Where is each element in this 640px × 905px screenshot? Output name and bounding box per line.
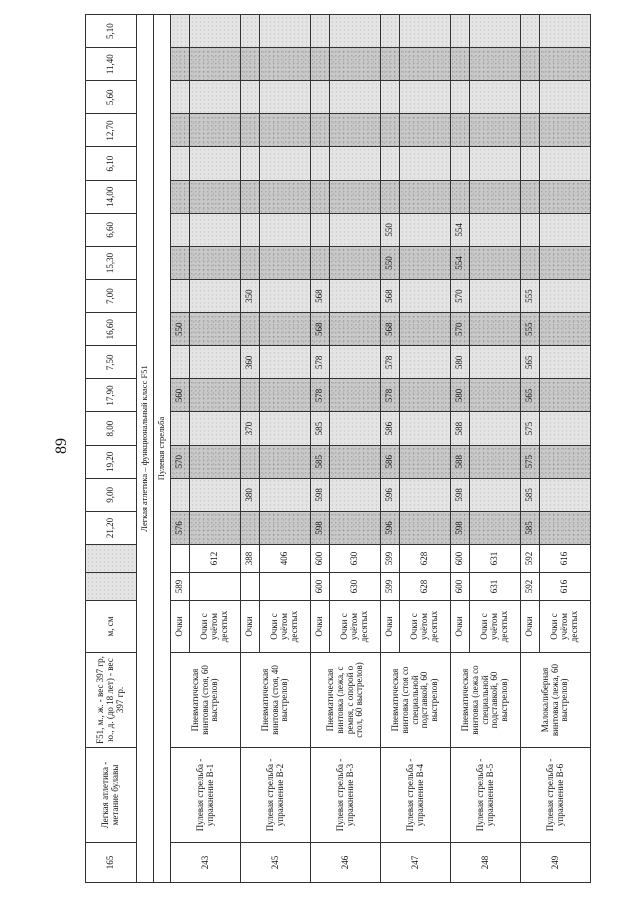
value-cell: 578 <box>311 346 330 379</box>
header-value: 7,50 <box>86 346 137 379</box>
value-cell <box>470 445 521 478</box>
standards-table <box>85 14 591 883</box>
value-cell <box>190 81 241 114</box>
value-cell <box>241 147 260 180</box>
value-cell: 578 <box>311 379 330 412</box>
value-cell <box>330 180 381 213</box>
header-value: 11,40 <box>86 48 137 81</box>
row-number: 245 <box>241 843 311 883</box>
value-cell <box>260 15 311 48</box>
value-cell-tenths: 630 <box>330 545 381 573</box>
row-unit-tenths: Очки с учётом десятых <box>260 601 311 653</box>
value-cell <box>540 346 591 379</box>
rotated-table-sheet <box>85 20 585 883</box>
value-cell <box>540 48 591 81</box>
value-cell <box>330 114 381 147</box>
value-cell: 585 <box>521 511 540 544</box>
value-cell <box>470 114 521 147</box>
value-cell: 578 <box>381 379 400 412</box>
value-cell <box>171 81 190 114</box>
value-cell <box>521 48 540 81</box>
value-cell: 600 <box>451 545 470 573</box>
value-cell: 550 <box>381 213 400 246</box>
value-cell <box>171 346 190 379</box>
value-cell <box>470 180 521 213</box>
value-cell: 360 <box>241 346 260 379</box>
value-cell: 370 <box>241 412 260 445</box>
value-cell <box>311 246 330 279</box>
value-cell: 586 <box>381 412 400 445</box>
value-cell: 598 <box>451 511 470 544</box>
value-cell <box>470 280 521 313</box>
value-cell <box>241 445 260 478</box>
value-cell <box>260 445 311 478</box>
value-cell <box>381 114 400 147</box>
value-cell <box>330 511 381 544</box>
value-cell <box>330 346 381 379</box>
value-cell <box>381 147 400 180</box>
value-cell <box>260 147 311 180</box>
header-value: 16,60 <box>86 313 137 346</box>
row-number: 246 <box>311 843 381 883</box>
value-cell <box>260 213 311 246</box>
row-description: Пневматическая винтовка (стоя, 40 выстрелов) <box>241 653 311 748</box>
value-cell <box>330 246 381 279</box>
value-cell <box>190 445 241 478</box>
value-cell <box>241 48 260 81</box>
value-cell <box>311 147 330 180</box>
value-cell <box>540 478 591 511</box>
value-cell <box>451 15 470 48</box>
value-cell <box>400 15 451 48</box>
value-cell <box>171 48 190 81</box>
value-cell <box>260 48 311 81</box>
value-cell-tenths: 612 <box>190 545 241 573</box>
standards-table-wrapper <box>85 20 585 883</box>
value-cell <box>171 412 190 445</box>
value-cell <box>451 48 470 81</box>
value-cell: 588 <box>451 412 470 445</box>
value-cell <box>190 412 241 445</box>
value-cell <box>190 511 241 544</box>
value-cell <box>330 412 381 445</box>
value-cell: 350 <box>241 280 260 313</box>
value-cell <box>171 246 190 279</box>
value-cell <box>241 246 260 279</box>
value-cell: 585 <box>521 478 540 511</box>
value-cell <box>330 379 381 412</box>
value-cell: 588 <box>451 445 470 478</box>
value-cell <box>381 15 400 48</box>
row-number: 248 <box>451 843 521 883</box>
value-cell: 596 <box>381 511 400 544</box>
row-sport: Пулевая стрельба - упражнение В-6 <box>521 748 591 843</box>
value-cell <box>470 147 521 180</box>
value-cell <box>241 81 260 114</box>
value-cell <box>400 445 451 478</box>
value-cell-tenths <box>190 573 241 601</box>
row-unit-points: Очки <box>311 601 330 653</box>
value-cell <box>311 180 330 213</box>
value-cell <box>400 379 451 412</box>
value-cell: 550 <box>381 246 400 279</box>
value-cell <box>171 114 190 147</box>
value-cell <box>330 478 381 511</box>
value-cell <box>540 511 591 544</box>
value-cell <box>241 573 260 601</box>
row-description: Пневматическая винтовка (стоя со специальной подставкой, 60 выстрелов) <box>381 653 451 748</box>
header-value: 5,10 <box>86 15 137 48</box>
value-cell <box>540 213 591 246</box>
value-cell: 570 <box>451 280 470 313</box>
header-value: 17,90 <box>86 379 137 412</box>
section-title: Легкая атлетика – функциональный класс F51 <box>137 15 154 883</box>
value-cell <box>241 313 260 346</box>
value-cell <box>381 180 400 213</box>
value-cell: 586 <box>381 445 400 478</box>
value-cell <box>451 180 470 213</box>
value-cell <box>241 180 260 213</box>
value-cell <box>330 48 381 81</box>
value-cell <box>521 180 540 213</box>
row-sport: Пулевая стрельба - упражнение В-3 <box>311 748 381 843</box>
value-cell: 599 <box>381 573 400 601</box>
value-cell: 575 <box>521 412 540 445</box>
value-cell <box>400 213 451 246</box>
value-cell <box>171 15 190 48</box>
value-cell <box>540 15 591 48</box>
value-cell <box>521 147 540 180</box>
row-sport: Пулевая стрельба - упражнение В-5 <box>451 748 521 843</box>
row-unit-tenths: Очки с учётом десятых <box>470 601 521 653</box>
value-cell <box>470 213 521 246</box>
value-cell: 388 <box>241 545 260 573</box>
header-value: 12,70 <box>86 114 137 147</box>
row-sport: Пулевая стрельба - упражнение В-1 <box>171 748 241 843</box>
value-cell <box>451 147 470 180</box>
header-value: 21,20 <box>86 511 137 544</box>
value-cell: 555 <box>521 313 540 346</box>
value-cell: 592 <box>521 573 540 601</box>
value-cell <box>451 114 470 147</box>
row-sport: Пулевая стрельба - упражнение В-4 <box>381 748 451 843</box>
value-cell: 554 <box>451 246 470 279</box>
value-cell <box>470 379 521 412</box>
value-cell <box>260 81 311 114</box>
header-value: 19,20 <box>86 445 137 478</box>
value-cell: 580 <box>451 379 470 412</box>
value-cell-tenths: 406 <box>260 545 311 573</box>
row-description: Пневматическая винтовка (лежа, с ремня, с опорой о стол, 60 выстрелов) <box>311 653 381 748</box>
value-cell: 576 <box>171 511 190 544</box>
section-title-row <box>137 15 154 883</box>
value-cell: 568 <box>381 313 400 346</box>
value-cell <box>260 478 311 511</box>
header-empty-cell <box>86 545 137 573</box>
value-cell <box>381 81 400 114</box>
value-cell <box>381 48 400 81</box>
value-cell <box>260 511 311 544</box>
value-cell <box>540 379 591 412</box>
header-empty-cell <box>86 573 137 601</box>
value-cell <box>400 346 451 379</box>
value-cell <box>171 280 190 313</box>
value-cell: 578 <box>381 346 400 379</box>
value-cell <box>540 445 591 478</box>
value-cell <box>330 445 381 478</box>
table-row <box>521 15 540 883</box>
value-cell <box>311 81 330 114</box>
value-cell: 598 <box>311 478 330 511</box>
row-description: Пневматическая винтовка (лежа со специальной подставкой, 60 выстрелов) <box>451 653 521 748</box>
value-cell <box>241 15 260 48</box>
value-cell <box>330 15 381 48</box>
value-cell <box>400 81 451 114</box>
value-cell <box>540 313 591 346</box>
row-number: 249 <box>521 843 591 883</box>
value-cell: 554 <box>451 213 470 246</box>
value-cell <box>260 180 311 213</box>
value-cell: 598 <box>311 511 330 544</box>
value-cell-tenths: 631 <box>470 545 521 573</box>
value-cell <box>241 213 260 246</box>
header-value: 7,00 <box>86 280 137 313</box>
value-cell <box>260 246 311 279</box>
value-cell <box>190 246 241 279</box>
value-cell <box>400 147 451 180</box>
value-cell <box>330 81 381 114</box>
value-cell <box>400 180 451 213</box>
value-cell <box>190 114 241 147</box>
row-sport: Пулевая стрельба - упражнение В-2 <box>241 748 311 843</box>
value-cell <box>540 114 591 147</box>
value-cell-tenths: 628 <box>400 573 451 601</box>
row-unit-tenths: Очки с учётом десятых <box>330 601 381 653</box>
row-unit-points: Очки <box>241 601 260 653</box>
value-cell <box>400 280 451 313</box>
value-cell: 585 <box>311 412 330 445</box>
value-cell: 600 <box>311 573 330 601</box>
table-row <box>241 15 260 883</box>
value-cell <box>540 81 591 114</box>
value-cell <box>171 180 190 213</box>
value-cell <box>521 114 540 147</box>
value-cell <box>470 81 521 114</box>
value-cell: 560 <box>171 379 190 412</box>
row-number: 247 <box>381 843 451 883</box>
header-value: 8,00 <box>86 412 137 445</box>
value-cell <box>260 346 311 379</box>
row-description: Пневматическая винтовка (стоя, 60 выстрелов) <box>171 653 241 748</box>
value-cell <box>171 478 190 511</box>
value-cell <box>311 48 330 81</box>
value-cell-tenths: 631 <box>470 573 521 601</box>
value-cell <box>241 379 260 412</box>
value-cell <box>400 478 451 511</box>
value-cell: 592 <box>521 545 540 573</box>
value-cell <box>190 478 241 511</box>
value-cell: 570 <box>171 445 190 478</box>
value-cell <box>470 15 521 48</box>
value-cell <box>470 412 521 445</box>
value-cell <box>330 280 381 313</box>
header-value: 6,10 <box>86 147 137 180</box>
value-cell: 550 <box>171 313 190 346</box>
value-cell: 600 <box>451 573 470 601</box>
value-cell <box>330 213 381 246</box>
header-value: 6,60 <box>86 213 137 246</box>
value-cell <box>400 511 451 544</box>
header-class-desc: F51, м., ж. - вес 397 гр, ю., д. (до 18 лет) - вес 397 гр. <box>86 653 137 748</box>
subsection-title: Пулевая стрельба <box>154 15 171 883</box>
value-cell <box>190 346 241 379</box>
value-cell <box>451 81 470 114</box>
row-unit-tenths: Очки с учётом десятых <box>190 601 241 653</box>
table-row <box>171 15 190 883</box>
value-cell <box>521 15 540 48</box>
value-cell <box>260 412 311 445</box>
value-cell: 575 <box>521 445 540 478</box>
value-cell: 585 <box>311 445 330 478</box>
value-cell: 596 <box>381 478 400 511</box>
value-cell <box>540 412 591 445</box>
value-cell <box>171 545 190 573</box>
header-unit: м, см <box>86 601 137 653</box>
value-cell-tenths: 628 <box>400 545 451 573</box>
value-cell <box>260 114 311 147</box>
value-cell: 598 <box>451 478 470 511</box>
subsection-title-row <box>154 15 171 883</box>
value-cell <box>400 412 451 445</box>
value-cell <box>260 280 311 313</box>
value-cell: 599 <box>381 545 400 573</box>
value-cell: 555 <box>521 280 540 313</box>
header-value: 9,00 <box>86 478 137 511</box>
row-unit-points: Очки <box>171 601 190 653</box>
table-row <box>451 15 470 883</box>
value-cell <box>470 511 521 544</box>
header-row <box>86 15 137 883</box>
value-cell <box>470 478 521 511</box>
value-cell <box>470 246 521 279</box>
row-unit-points: Очки <box>381 601 400 653</box>
value-cell <box>311 114 330 147</box>
value-cell-tenths: 616 <box>540 573 591 601</box>
value-cell <box>171 213 190 246</box>
value-cell: 580 <box>451 346 470 379</box>
value-cell: 568 <box>381 280 400 313</box>
value-cell <box>260 379 311 412</box>
value-cell <box>190 313 241 346</box>
value-cell <box>470 346 521 379</box>
value-cell <box>190 213 241 246</box>
value-cell-tenths: 616 <box>540 545 591 573</box>
value-cell-tenths <box>260 573 311 601</box>
header-value: 5,60 <box>86 81 137 114</box>
value-cell: 565 <box>521 346 540 379</box>
value-cell <box>540 280 591 313</box>
value-cell <box>190 180 241 213</box>
value-cell <box>400 114 451 147</box>
value-cell <box>521 246 540 279</box>
value-cell: 380 <box>241 478 260 511</box>
value-cell: 589 <box>171 573 190 601</box>
row-description: Малокалиберная винтовка (лежа, 60 выстрелов) <box>521 653 591 748</box>
value-cell: 570 <box>451 313 470 346</box>
header-row-no: 165 <box>86 843 137 883</box>
value-cell <box>400 313 451 346</box>
value-cell <box>540 246 591 279</box>
value-cell: 568 <box>311 313 330 346</box>
value-cell <box>241 511 260 544</box>
header-value: 14,00 <box>86 180 137 213</box>
row-unit-tenths: Очки с учётом десятых <box>540 601 591 653</box>
value-cell: 565 <box>521 379 540 412</box>
value-cell <box>521 213 540 246</box>
value-cell <box>400 48 451 81</box>
value-cell <box>190 379 241 412</box>
value-cell <box>470 313 521 346</box>
value-cell <box>330 147 381 180</box>
header-value: 15,30 <box>86 246 137 279</box>
value-cell <box>190 147 241 180</box>
page-number: 89 <box>53 438 70 454</box>
row-unit-points: Очки <box>451 601 470 653</box>
value-cell <box>540 147 591 180</box>
table-row <box>311 15 330 883</box>
value-cell: 600 <box>311 545 330 573</box>
row-number: 243 <box>171 843 241 883</box>
value-cell <box>311 213 330 246</box>
value-cell <box>190 48 241 81</box>
value-cell <box>260 313 311 346</box>
value-cell <box>540 180 591 213</box>
value-cell <box>330 313 381 346</box>
row-unit-tenths: Очки с учётом десятых <box>400 601 451 653</box>
value-cell <box>190 15 241 48</box>
value-cell-tenths: 630 <box>330 573 381 601</box>
value-cell <box>470 48 521 81</box>
value-cell <box>311 15 330 48</box>
value-cell <box>190 280 241 313</box>
row-unit-points: Очки <box>521 601 540 653</box>
value-cell <box>241 114 260 147</box>
value-cell <box>171 147 190 180</box>
value-cell: 568 <box>311 280 330 313</box>
value-cell <box>400 246 451 279</box>
value-cell <box>521 81 540 114</box>
table-row <box>381 15 400 883</box>
header-sport: Легкая атлетика - метание булавы <box>86 748 137 843</box>
